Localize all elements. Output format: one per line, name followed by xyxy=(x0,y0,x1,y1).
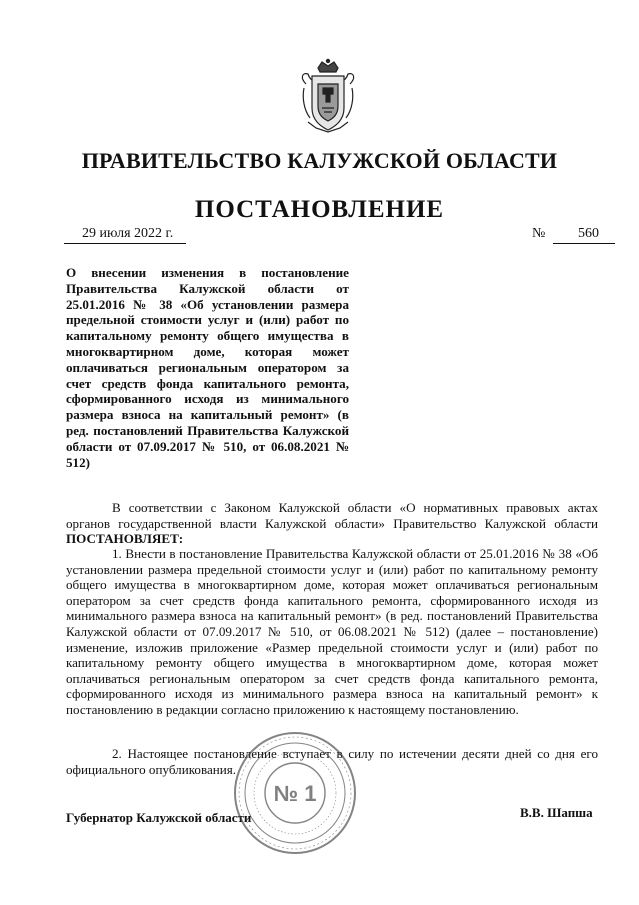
number-underline xyxy=(553,243,615,244)
document-type: ПОСТАНОВЛЕНИЕ xyxy=(194,196,445,223)
item-1-paragraph: 1. Внести в постановление Правительства Калужской области от 25.01.2016 № 38 «Об установлении размера предельной стоимости услуг и (или) работ по капитальному ремонту общего имущества в многоквартирном доме, которая может оплачиваться региональным оператором за счет средств фонда капитального ремонта, сформированного исходя из минимального размера взноса на капитальный ремонт» (в ред. постановлений Правительства Калужской области от 07.09.2017 № 510, от 06.08.2021 № 512) (далее – постановление) изменение, изложив приложение «Размер предельной стоимости услуг и (или) работ по капитальному ремонту общего имущества в многоквартирном доме, которая может оплачиваться региональным оператором за счет средств фонда капитального ремонта, сформированного исходя из минимального размера взноса на капитальный ремонт» к постановлению в редакции согласно приложению к настоящему постановлению. xyxy=(66,546,598,717)
date-underline xyxy=(64,243,186,244)
intro-text: В соответствии с Законом Калужской области «О нормативных правовых актах органов государственной власти Калужской области» Правительство Калужской области xyxy=(66,500,598,531)
official-seal-icon xyxy=(232,730,358,856)
signatory-position: Губернатор Калужской области xyxy=(66,810,252,825)
document-number: 560 xyxy=(578,226,599,241)
item-2-paragraph: 2. Настоящее постановление вступает в силу по истечении десяти дней со дня его официального опубликования. xyxy=(66,746,598,777)
number-label: № xyxy=(532,226,546,241)
coat-of-arms-icon xyxy=(296,58,360,134)
intro-paragraph xyxy=(66,500,598,547)
seal-number: № 1 xyxy=(273,781,317,806)
document-date: 29 июля 2022 г. xyxy=(82,226,174,241)
resolves-label: ПОСТАНОВЛЯЕТ: xyxy=(66,531,184,547)
signatory-name: В.В. Шапша xyxy=(520,805,593,820)
organization-title: ПРАВИТЕЛЬСТВО КАЛУЖСКОЙ ОБЛАСТИ xyxy=(81,148,558,173)
document-title: О внесении изменения в постановление Правительства Калужской области от 25.01.2016 № 38 «Об установлении размера предельной стоимости услуг и (или) работ по капитальному ремонту общего имущества в многоквартирном доме, которая может оплачиваться региональным оператором за счет средств фонда капитального ремонта, сформированного исходя из минимального размера взноса на капитальный ремонт» (в ред. постановлений Правительства Калужской области от 07.09.2017 № 510, от 06.08.2021 № 512) xyxy=(66,265,349,470)
